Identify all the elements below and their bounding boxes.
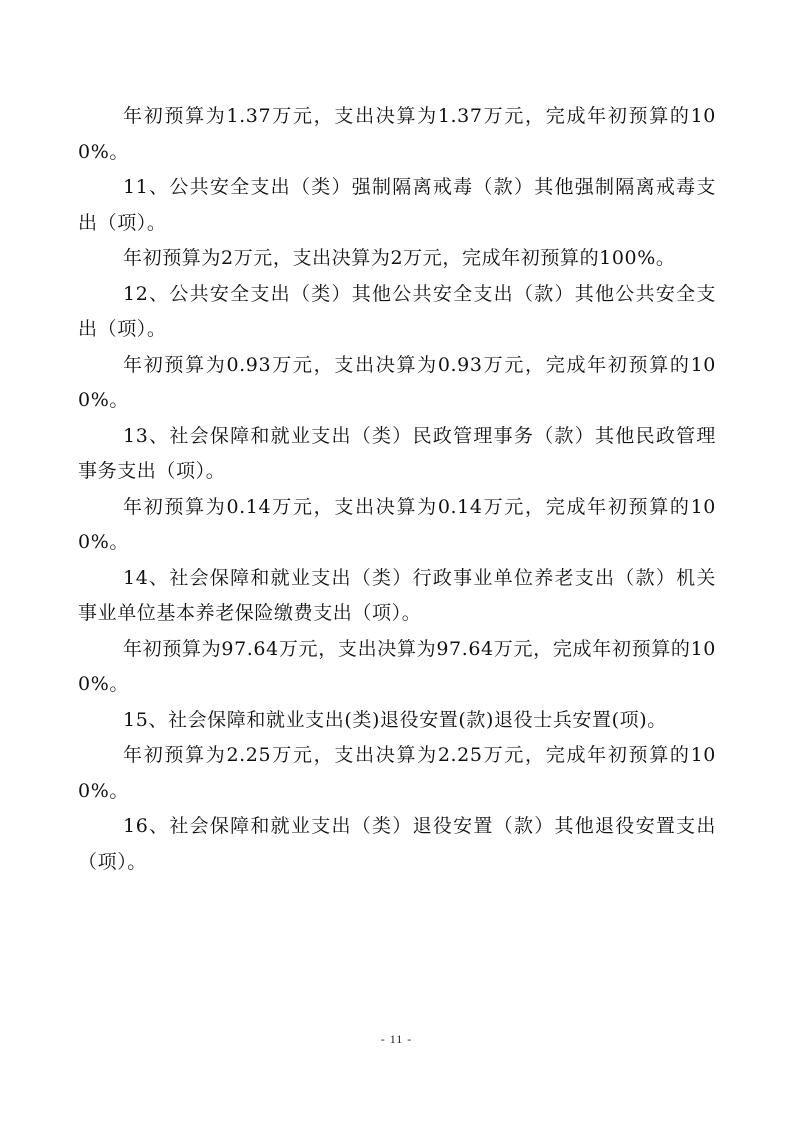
paragraph-item-15: 15、社会保障和就业支出(类)退役安置(款)退役士兵安置(项)。 (123, 708, 667, 731)
paragraph-budget-4: 年初预算为0.14万元，支出决算为0.14万元，完成年初预算的100%。 (78, 495, 716, 553)
paragraph-item-14: 14、社会保障和就业支出（类）行政事业单位养老支出（款）机关事业单位基本养老保险缴费支出（项）。 (78, 566, 716, 624)
paragraph-budget-2: 年初预算为2万元，支出决算为2万元，完成年初预算的100%。 (123, 247, 676, 269)
page-number: - 11 - (380, 1032, 413, 1046)
paragraph-item-12: 12、公共安全支出（类）其他公共安全支出（款）其他公共安全支出（项）。 (78, 282, 716, 340)
paragraph-budget-6: 年初预算为2.25万元，支出决算为2.25万元，完成年初预算的100%。 (78, 744, 716, 802)
paragraph-budget-1: 年初预算为1.37万元，支出决算为1.37万元，完成年初预算的100%。 (78, 105, 716, 163)
paragraph-item-16: 16、社会保障和就业支出（类）退役安置（款）其他退役安置支出（项）。 (78, 815, 716, 873)
paragraph-item-13: 13、社会保障和就业支出（类）民政管理事务（款）其他民政管理事务支出（项）。 (78, 424, 716, 482)
paragraph-item-11: 11、公共安全支出（类）强制隔离戒毒（款）其他强制隔离戒毒支出（项）。 (78, 176, 716, 234)
paragraph-budget-5: 年初预算为97.64万元，支出决算为97.64万元，完成年初预算的100%。 (78, 637, 716, 695)
paragraph-budget-3: 年初预算为0.93万元，支出决算为0.93万元，完成年初预算的100%。 (78, 353, 716, 411)
document-body (78, 99, 716, 880)
